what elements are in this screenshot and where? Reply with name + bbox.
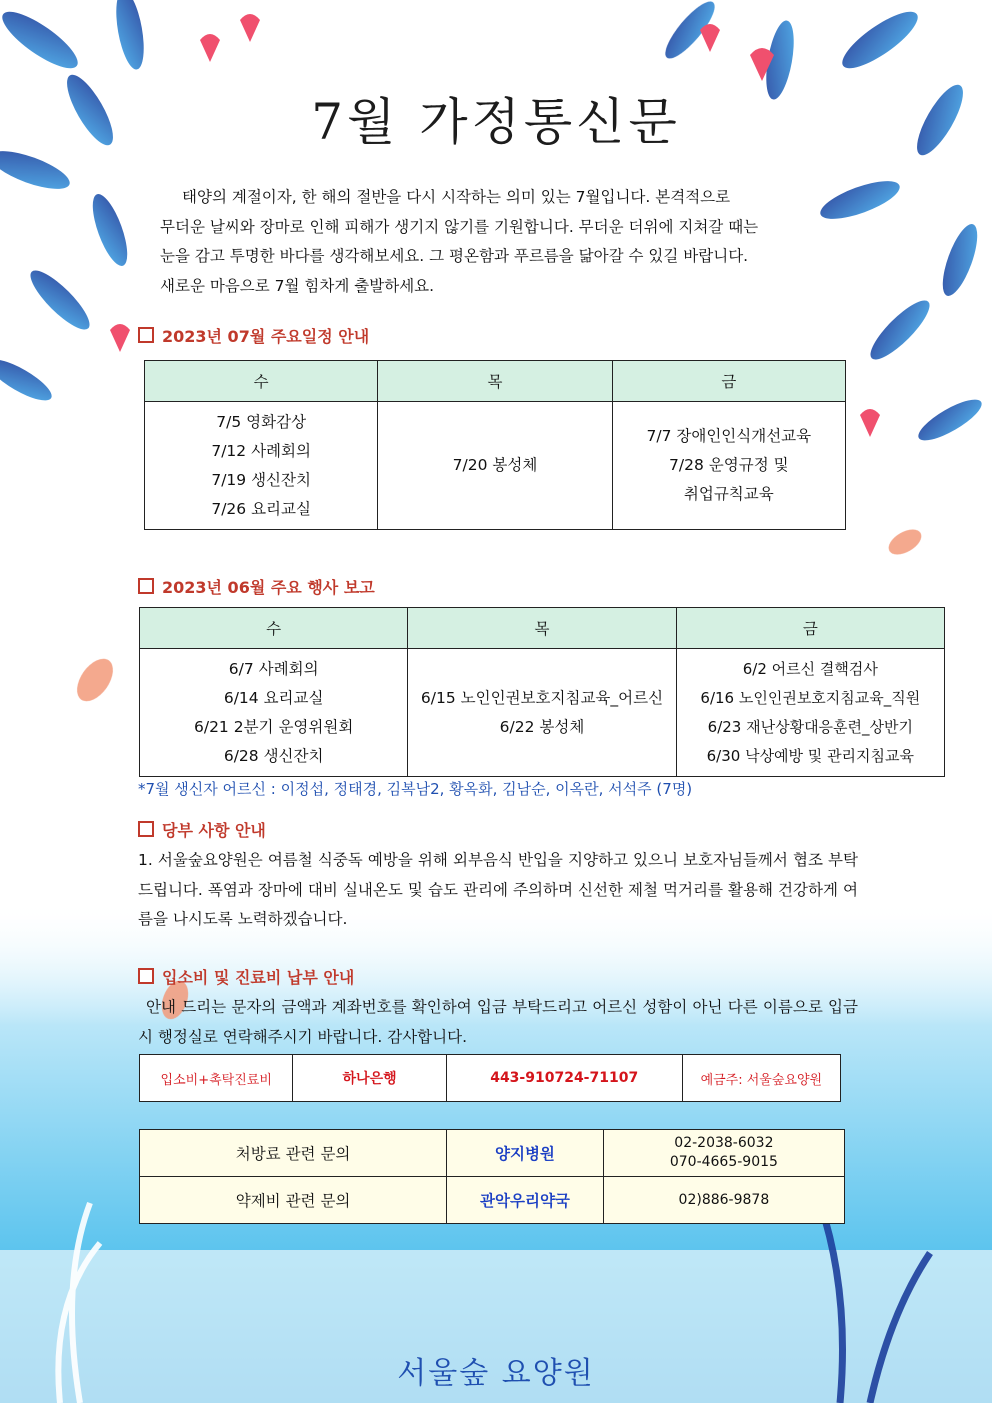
birthday-note: *7월 생신자 어르신 : 이정섭, 정태경, 김복남2, 황옥화, 김남순, 이옥란, 서석주 (7명)	[138, 780, 693, 798]
report-item: 6/30 낙상예방 및 관리지침교육	[706, 746, 915, 765]
inquiry-org: 양지병원	[447, 1130, 604, 1177]
schedule-cell-fri	[612, 402, 845, 530]
checkbox-square-icon	[138, 578, 154, 594]
payment-text: 안내 드리는 문자의 금액과 계좌번호를 확인하여 입금 부탁드리고 어르신 성함이 아닌 다른 이름으로 입금 시 행정실로 연락해주시기 바랍니다. 감사합니다.	[138, 998, 858, 1046]
inquiry-org: 관악우리약국	[447, 1177, 604, 1224]
notice-heading-text: 당부 사항 안내	[162, 821, 266, 840]
intro-line: 무더운 날씨와 장마로 인해 피해가 생기지 않기를 기원합니다. 무더운 더위에 지쳐갈 때는	[160, 217, 759, 236]
inquiry-label: 약제비 관련 문의	[140, 1177, 447, 1224]
page-title: 7월 가정통신문	[311, 93, 681, 151]
report-item: 6/14 요리교실	[223, 688, 324, 707]
checkbox-square-icon	[138, 968, 154, 984]
report-item: 6/22 봉성체	[499, 717, 585, 736]
report-item: 6/21 2분기 운영위원회	[193, 717, 354, 736]
report-item: 6/16 노인인권보호지침교육_직원	[700, 688, 921, 707]
report-header-fri: 금	[676, 608, 944, 649]
payment-account: 443-910724-71107	[446, 1055, 682, 1102]
schedule-item: 7/7 장애인인식개선교육	[646, 427, 812, 445]
schedule-item: 취업규칙교육	[683, 485, 774, 503]
schedule-cell-thu	[378, 402, 612, 530]
inquiry-table	[139, 1129, 845, 1224]
payment-heading-text: 입소비 및 진료비 납부 안내	[162, 968, 355, 987]
inquiry-row	[140, 1130, 845, 1177]
schedule-item: 7/5 영화감상	[216, 412, 307, 431]
schedule-header-wed: 수	[145, 361, 378, 402]
report-cell-thu	[408, 649, 676, 777]
notice-heading	[138, 818, 266, 841]
payment-table	[139, 1054, 841, 1102]
payment-holder: 예금주: 서울숲요양원	[682, 1055, 840, 1102]
report-item: 6/23 재난상황대응훈련_상반기	[707, 717, 913, 736]
report-item: 6/7 사례회의	[228, 659, 319, 678]
schedule-item: 7/12 사례회의	[211, 441, 311, 460]
report-header-thu: 목	[408, 608, 676, 649]
schedule-cell-wed	[145, 402, 378, 530]
schedule-header-fri: 금	[612, 361, 845, 402]
inquiry-phone-1: 02-2038-6032	[674, 1135, 774, 1151]
report-item: 6/2 어르신 결핵검사	[742, 659, 878, 678]
report-header-wed: 수	[140, 608, 408, 649]
report-heading-text: 2023년 06월 주요 행사 보고	[162, 578, 375, 597]
notice-text: 1. 서울숲요양원은 여름철 식중독 예방을 위해 외부음식 반입을 지양하고 있으니 보호자님들께서 협조 부탁드립니다. 폭염과 장마에 대비 실내온도 및 습도 관리에 주의하며 신선한 제철 먹거리를 활용해 건강하게 여름을 나시도록 노력하겠습니다.	[138, 851, 858, 928]
inquiry-label: 처방료 관련 문의	[140, 1130, 447, 1177]
inquiry-phone-2: 070-4665-9015	[669, 1154, 778, 1170]
schedule-heading	[138, 324, 369, 347]
schedule-heading-text: 2023년 07월 주요일정 안내	[162, 327, 370, 346]
report-item: 6/15 노인인권보호지침교육_어르신	[420, 688, 664, 707]
payment-bank: 하나은행	[293, 1055, 446, 1102]
inquiry-row	[140, 1177, 845, 1224]
footer-logo-text: 서울숲 요양원	[397, 1356, 595, 1391]
intro-paragraph	[160, 183, 820, 301]
checkbox-square-icon	[138, 327, 154, 343]
report-item: 6/28 생신잔치	[223, 746, 324, 765]
schedule-header-thu: 목	[378, 361, 612, 402]
intro-line: 태양의 계절이자, 한 해의 절반을 다시 시작하는 의미 있는 7월입니다. 본격적으로	[182, 188, 731, 206]
report-heading	[138, 575, 375, 598]
schedule-item: 7/28 운영규정 및	[669, 456, 789, 474]
intro-line: 눈을 감고 투명한 바다를 생각해보세요. 그 평온함과 푸르름을 닮아갈 수 있길 바랍니다.	[160, 247, 749, 265]
inquiry-phone	[603, 1130, 844, 1177]
schedule-item: 7/19 생신잔치	[211, 470, 311, 489]
schedule-table	[144, 360, 846, 530]
intro-line: 새로운 마음으로 7월 힘차게 출발하세요.	[160, 276, 435, 295]
checkbox-square-icon	[138, 821, 154, 837]
report-cell-fri	[676, 649, 944, 777]
report-table	[139, 607, 945, 777]
report-cell-wed	[140, 649, 408, 777]
inquiry-phone: 02)886-9878	[603, 1177, 844, 1224]
schedule-item: 7/20 봉성체	[452, 456, 538, 474]
payment-label: 입소비+촉탁진료비	[140, 1055, 293, 1102]
schedule-item: 7/26 요리교실	[211, 499, 311, 518]
payment-heading	[138, 965, 354, 988]
